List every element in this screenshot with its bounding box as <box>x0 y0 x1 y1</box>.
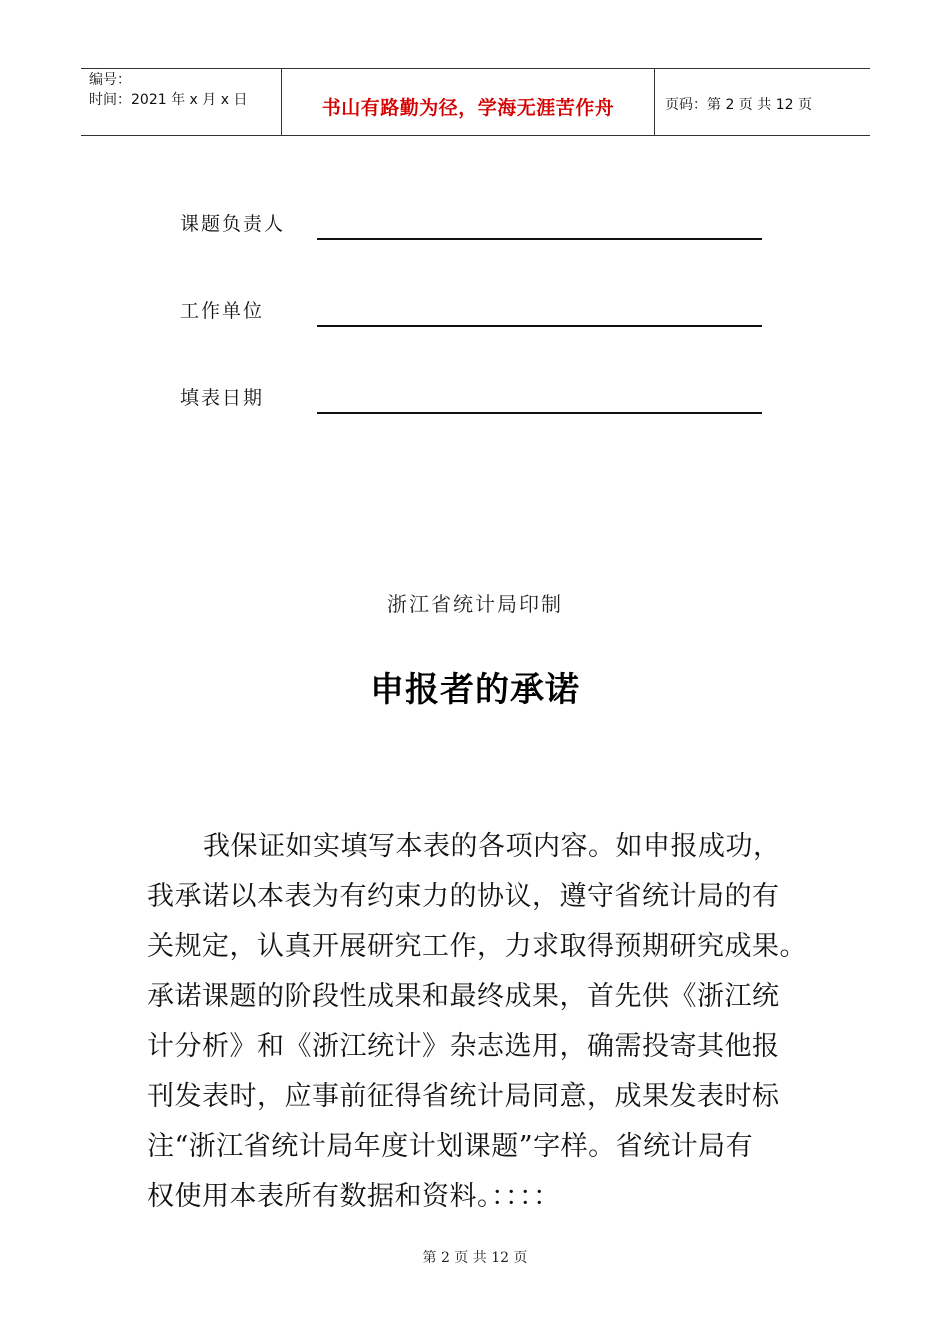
commitment-line: 我承诺以本表为有约束力的协议，遵守省统计局的有 <box>147 881 780 912</box>
commitment-line: 计分析》和《浙江统计》杂志选用，确需投寄其他报 <box>147 1031 780 1062</box>
page-footer: 第 2 页 共 12 页 <box>422 1250 528 1266</box>
field-line-project-leader[interactable] <box>317 238 762 240</box>
field-line-fill-date[interactable] <box>317 412 762 414</box>
field-line-work-unit[interactable] <box>317 325 762 327</box>
field-label-work-unit: 工作单位 <box>180 300 265 322</box>
document-header <box>81 68 870 136</box>
field-label-project-leader: 课题负责人 <box>180 213 286 235</box>
document-number-label: 编号： <box>89 72 131 88</box>
commitment-line: 刊发表时，应事前征得省统计局同意，成果发表时标 <box>147 1081 780 1112</box>
header-meta-cell <box>81 69 282 135</box>
commitment-line: 关规定，认真开展研究工作，力求取得预期研究成果。 <box>147 931 807 962</box>
header-page-info: 页码：第 2 页 共 12 页 <box>665 97 812 113</box>
field-label-fill-date: 填表日期 <box>180 387 265 409</box>
document-time-label: 时间：2021 年 x 月 x 日 <box>89 92 248 108</box>
printed-by-text: 浙江省统计局印制 <box>387 592 563 616</box>
header-motto: 书山有路勤为径，学海无涯苦作舟 <box>321 97 615 119</box>
header-page-cell <box>655 69 870 135</box>
commitment-line: 注“浙江省统计局年度计划课题”字样。省统计局有 <box>147 1131 754 1162</box>
header-motto-cell <box>282 69 655 135</box>
commitment-line: 我保证如实填写本表的各项内容。如申报成功， <box>203 831 781 862</box>
page-title: 申报者的承诺 <box>370 670 580 710</box>
commitment-line: 权使用本表所有数据和资料。：：：： <box>147 1181 561 1212</box>
commitment-line: 承诺课题的阶段性成果和最终成果，首先供《浙江统 <box>147 981 780 1012</box>
